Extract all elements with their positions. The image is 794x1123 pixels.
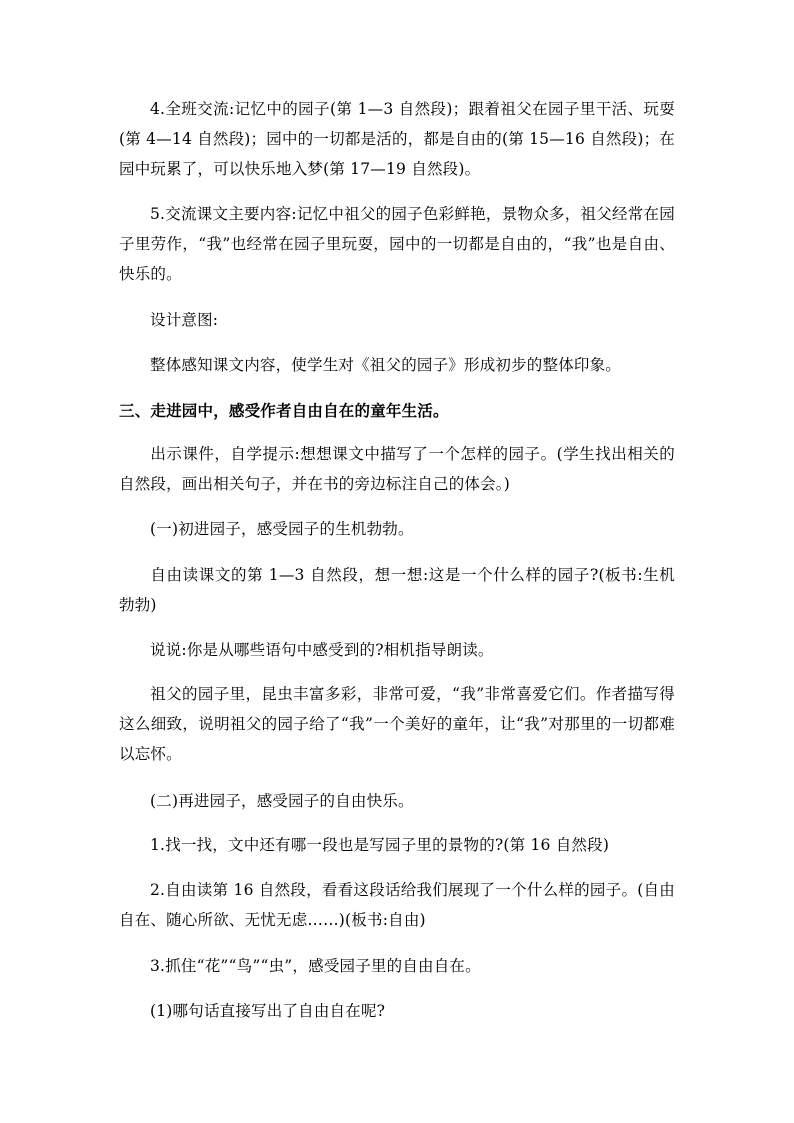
paragraph-say-say — [119, 635, 675, 665]
paragraph-text: 自由读课文的第 1—3 自然段，想一想:这是一个什么样的园子?(板书:生机勃勃) — [119, 566, 675, 614]
section-heading-three — [119, 396, 675, 426]
subheading-first-visit — [119, 514, 675, 544]
paragraph-flower-bird-insect — [119, 951, 675, 981]
paragraph-design-intent — [119, 350, 675, 380]
paragraph-main-content — [119, 199, 675, 289]
paragraph-text: 3.抓住“花”“鸟”“虫”，感受园子里的自由自在。 — [150, 957, 481, 975]
paragraph-grandfather-garden — [119, 679, 675, 769]
paragraph-text: (一)初进园子，感受园子的生机勃勃。 — [150, 520, 414, 538]
paragraph-text: 出示课件，自学提示:想想课文中描写了一个怎样的园子。(学生找出相关的自然段，画出相关句子，并在书的旁边标注自己的体会。) — [119, 445, 675, 493]
paragraph-class-discussion — [119, 94, 675, 184]
paragraph-text: 祖父的园子里，昆虫丰富多彩，非常可爱，“我”非常喜爱它们。作者描写得这么细致，说明祖父的园子给了“我”一个美好的童年，让“我”对那里的一切都难以忘怀。 — [119, 685, 675, 763]
paragraph-text: (二)再进园子，感受园子的自由快乐。 — [150, 792, 414, 810]
paragraph-find — [119, 830, 675, 860]
paragraph-text: 整体感知课文内容，使学生对《祖父的园子》形成初步的整体印象。 — [150, 356, 622, 374]
paragraph-text: 1.找一找，文中还有哪一段也是写园子里的景物的?(第 16 自然段) — [150, 836, 610, 854]
heading-text: 三、走进园中，感受作者自由自在的童年生活。 — [119, 401, 449, 420]
paragraph-text: 4.全班交流:记忆中的园子(第 1—3 自然段)；跟着祖父在园子里干活、玩耍(第 4—14 自然段)；园中的一切都是活的，都是自由的(第 15—16 自然段)；在园中玩累了，可以快乐地入梦(第 17—19 自然段)。 — [119, 100, 675, 178]
paragraph-design-intent-label — [119, 305, 675, 335]
paragraph-text: 5.交流课文主要内容:记忆中祖父的园子色彩鲜艳，景物众多，祖父经常在园子里劳作，“我”也经常在园子里玩耍，园中的一切都是自由的，“我”也是自由、快乐的。 — [119, 205, 675, 283]
paragraph-courseware-prompt — [119, 439, 675, 499]
paragraph-text: 说说:你是从哪些语句中感受到的?相机指导朗读。 — [150, 641, 494, 659]
paragraph-text: (1)哪句话直接写出了自由自在呢? — [150, 1002, 386, 1020]
paragraph-question-one — [119, 996, 675, 1026]
paragraph-text: 设计意图: — [150, 311, 219, 329]
paragraph-text: 2.自由读第 16 自然段，看看这段话给我们展现了一个什么样的园子。(自由自在、随心所欲、无忧无虑……)(板书:自由) — [119, 881, 675, 929]
paragraph-free-read-16 — [119, 875, 675, 935]
subheading-second-visit — [119, 786, 675, 816]
paragraph-free-reading — [119, 560, 675, 620]
